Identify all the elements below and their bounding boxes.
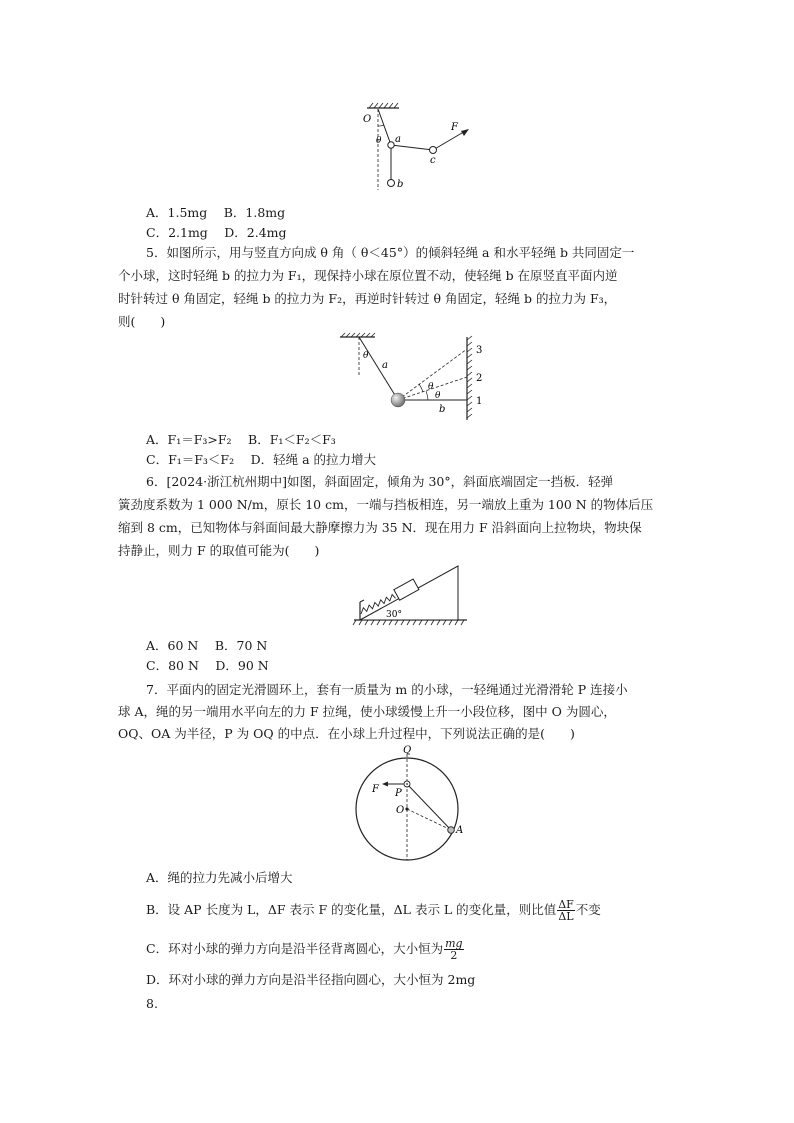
- q6-figure: [352, 560, 472, 630]
- q7-option-c-numerator: mg: [445, 937, 463, 950]
- q4-option-ab: A．1.5mg B．1.8mg: [146, 205, 286, 220]
- q5-fig-a: a: [382, 360, 388, 371]
- q7-option-b: [146, 899, 601, 922]
- q5-fig-label-3: 3: [476, 345, 483, 356]
- q5-option-cd: C．F₁＝F₃＜F₂ D．轻绳 a 的拉力增大: [146, 452, 377, 467]
- q4-fig-a: a: [395, 134, 401, 145]
- q5-line-3: 时针转过 θ 角固定，轻绳 b 的拉力为 F₂，再逆时针转过 θ 角固定，轻绳 b 的拉力为 F₃，: [118, 291, 617, 306]
- q5-fig-label-2: 2: [476, 373, 483, 384]
- q7-fig-P: P: [395, 788, 402, 799]
- q7-fig-O: O: [396, 805, 405, 816]
- q7-option-a: A．绳的拉力先减小后增大: [146, 870, 293, 885]
- q7-option-b-numerator: ΔF: [558, 898, 574, 911]
- q5-fig-theta-2: θ: [428, 382, 434, 392]
- q7-option-b-denominator: ΔL: [558, 910, 574, 923]
- q4-figure: [355, 100, 485, 195]
- q4-fig-theta: θ: [376, 136, 382, 146]
- q6-option-cd: C．80 N D．90 N: [146, 658, 269, 673]
- q7-line-2: 球 A，绳的另一端用水平向左的力 F 拉绳，使小球缓慢上升一小段位移，图中 O 为圆心，: [118, 704, 616, 719]
- q6-option-ab: A．60 N B．70 N: [146, 638, 268, 653]
- q6-line-3: 缩到 8 cm，已知物体与斜面间最大静摩擦力为 35 N．现在用力 F 沿斜面向上拉物块，物块保: [118, 520, 642, 535]
- q7-option-c-fraction: [444, 938, 463, 961]
- q7-figure: [350, 742, 475, 862]
- q7-option-b-suffix: 不变: [575, 902, 601, 917]
- q5-option-ab: A．F₁＝F₃>F₂ B．F₁＜F₂＜F₃: [146, 432, 336, 447]
- q5-line-2: 个小球，这时轻绳 b 的拉力为 F₁，现保持小球在原位置不动，使轻绳 b 在原竖直平面内逆: [118, 268, 618, 283]
- q4-fig-b: b: [397, 179, 404, 190]
- q7-option-b-fraction: [557, 899, 575, 922]
- q5-line-4: 则( ): [118, 314, 166, 329]
- q4-fig-O: O: [363, 114, 372, 125]
- q7-line-1: 7．平面内的固定光滑圆环上，套有一质量为 m 的小球，一轻绳通过光滑滑轮 P 连接小: [146, 682, 628, 697]
- q7-fig-A: A: [456, 825, 464, 836]
- q6-line-2: 簧劲度系数为 1 000 N/m，原长 10 cm，一端与挡板相连，另一端放上重为 100 N 的物体后压: [118, 497, 654, 512]
- q7-line-3: OQ、OA 为半径，P 为 OQ 的中点．在小球上升过程中，下列说法正确的是( ): [118, 726, 575, 741]
- q5-fig-label-1: 1: [476, 396, 483, 407]
- q8-label: 8.: [146, 996, 158, 1011]
- q5-figure: [335, 332, 495, 422]
- q6-line-1: 6．[2024·浙江杭州期中]如图，斜面固定，倾角为 30°，斜面底端固定一挡板．轻弹: [146, 474, 614, 489]
- q7-option-c-denominator: 2: [450, 949, 458, 962]
- q7-option-b-text: B．设 AP 长度为 L，ΔF 表示 F 的变化量，ΔL 表示 L 的变化量，则比值: [146, 902, 557, 917]
- q6-fig-angle: 30°: [386, 610, 402, 620]
- q7-option-c: [146, 938, 465, 961]
- q4-fig-F: F: [451, 122, 458, 133]
- q5-line-1: 5．如图所示，用与竖直方向成 θ 角（ θ＜45°）的倾斜轻绳 a 和水平轻绳 b 共同固定一: [146, 245, 635, 260]
- q4-fig-c: c: [430, 155, 436, 166]
- q7-fig-F: F: [372, 784, 379, 795]
- q7-fig-Q: Q: [403, 745, 412, 756]
- q6-line-4: 持静止，则力 F 的取值可能为( ): [118, 543, 320, 558]
- q7-option-c-text: C．环对小球的弹力方向是沿半径背离圆心，大小恒为: [146, 941, 444, 956]
- q4-option-cd: C．2.1mg D．2.4mg: [146, 225, 287, 240]
- q5-fig-theta-1: θ: [363, 351, 369, 361]
- q5-fig-b: b: [439, 404, 446, 415]
- q7-option-d: D．环对小球的弹力方向是沿半径指向圆心，大小恒为 2mg: [146, 972, 476, 987]
- q5-fig-theta-3: θ: [435, 391, 441, 401]
